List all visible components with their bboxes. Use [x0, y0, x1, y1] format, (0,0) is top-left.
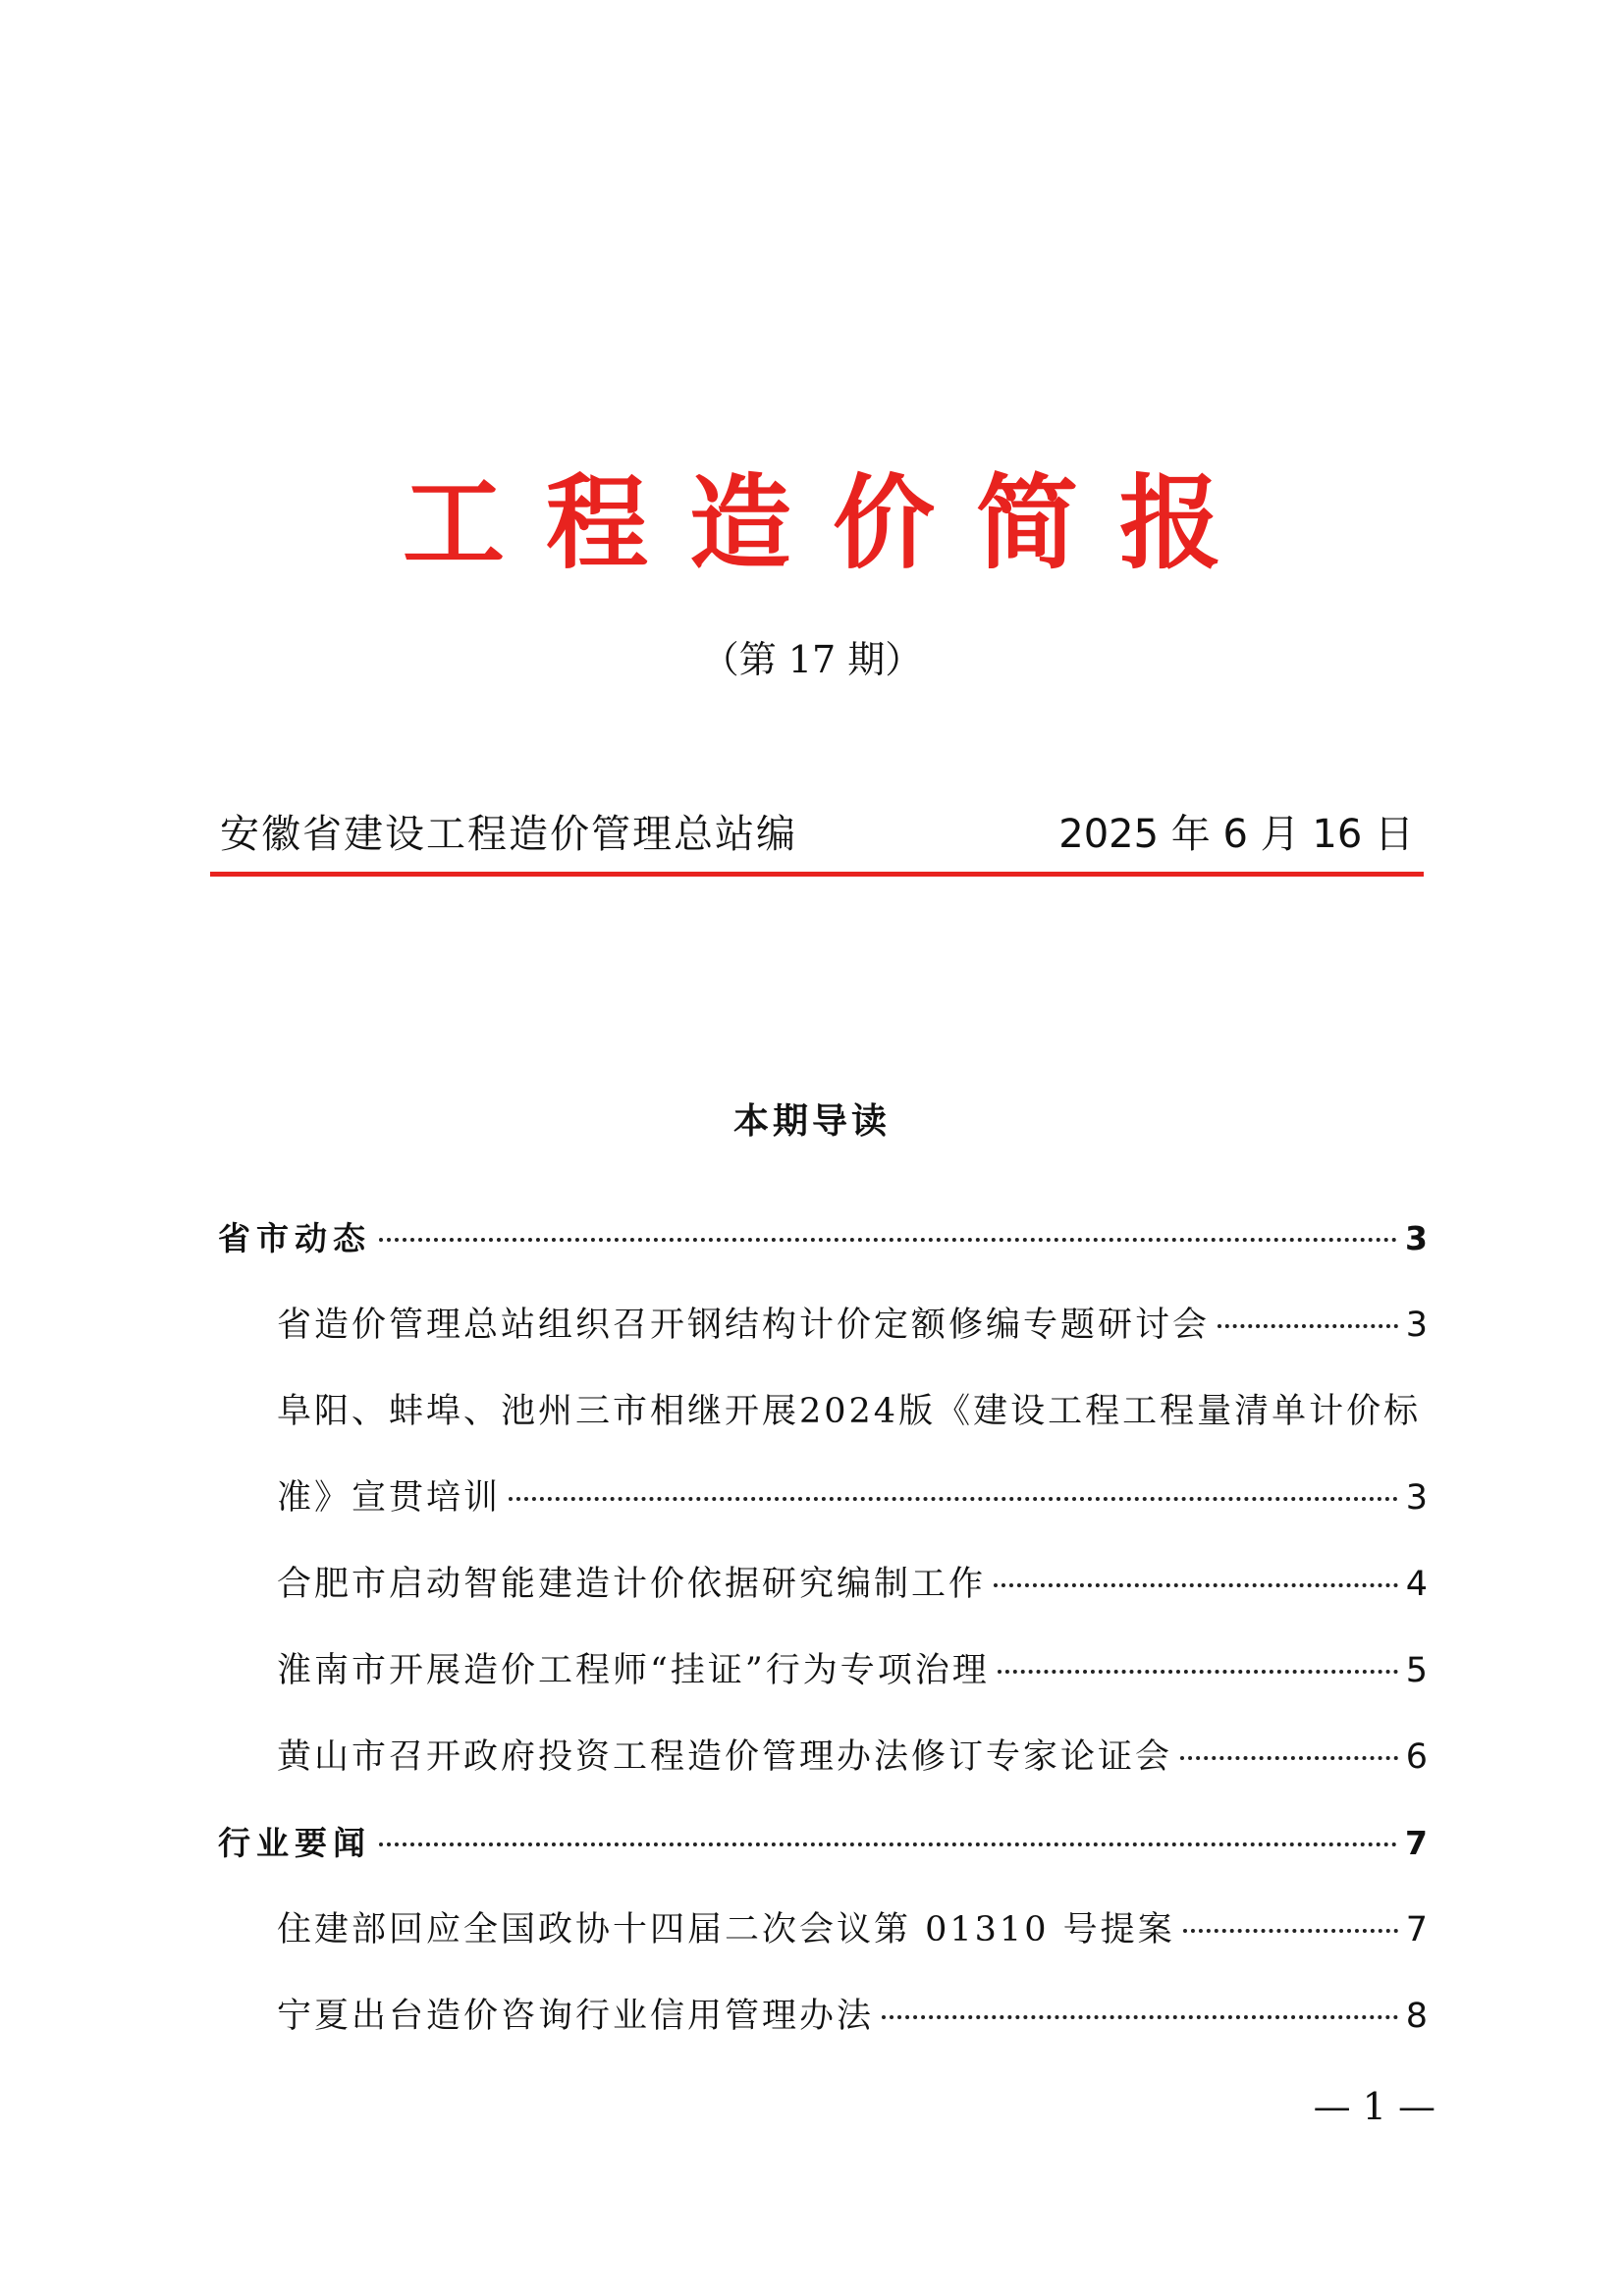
toc-leader-dots: [998, 1670, 1398, 1674]
toc-section-label: 省市动态: [218, 1219, 371, 1257]
toc-page-number: 5: [1405, 1651, 1428, 1690]
toc-section-row[interactable]: [218, 1800, 1428, 1887]
publisher-line: [210, 805, 1424, 864]
issue-number: （第 17 期）: [701, 638, 923, 681]
toc-entry-row[interactable]: [218, 1714, 1428, 1800]
toc-leader-dots: [509, 1497, 1398, 1501]
toc-leader-dots: [379, 1238, 1397, 1242]
toc-entry-row[interactable]: [218, 1368, 1428, 1455]
toc-heading: 本期导读: [732, 1100, 891, 1142]
toc-leader-dots: [1183, 1929, 1398, 1933]
toc-entry-label: 淮南市开展造价工程师“挂证”行为专项治理: [277, 1651, 990, 1690]
toc-entry-label: 省造价管理总站组织召开钢结构计价定额修编专题研讨会: [277, 1306, 1211, 1345]
toc-entry-row[interactable]: [218, 1973, 1428, 2059]
toc-section-row[interactable]: [218, 1196, 1428, 1282]
toc-entry-row[interactable]: [218, 1628, 1428, 1714]
toc-page-number: 8: [1405, 1997, 1428, 2036]
toc-entry-row[interactable]: [218, 1887, 1428, 1973]
toc-page-number: 3: [1405, 1478, 1428, 1518]
toc-entry-label: 阜阳、蚌埠、池州三市相继开展2024版《建设工程工程量清单计价标: [277, 1392, 1422, 1431]
toc-page-number: 4: [1405, 1565, 1428, 1604]
toc-leader-dots: [882, 2015, 1398, 2019]
toc-page-number: 7: [1405, 1910, 1428, 1949]
table-of-contents: [218, 1196, 1428, 2059]
red-divider-rule: [210, 872, 1424, 877]
toc-entry-label: 住建部回应全国政协十四届二次会议第 01310 号提案: [277, 1910, 1175, 1949]
toc-entry-label: 黄山市召开政府投资工程造价管理办法修订专家论证会: [277, 1737, 1173, 1777]
newsletter-masthead-title: 工程造价简报: [402, 462, 1263, 583]
toc-page-number: 3: [1405, 1219, 1428, 1257]
toc-page-number: 3: [1405, 1306, 1428, 1345]
toc-page-number: 6: [1405, 1737, 1428, 1777]
toc-section-label: 行业要闻: [218, 1824, 371, 1862]
editor-name: 安徽省建设工程造价管理总站编: [220, 812, 797, 857]
page-number: — 1 —: [1313, 2085, 1435, 2128]
toc-entry-label: 宁夏出台造价咨询行业信用管理办法: [277, 1997, 875, 2036]
toc-leader-dots: [379, 1842, 1397, 1846]
toc-entry-label: 准》宣贯培训: [277, 1478, 502, 1518]
toc-leader-dots: [1180, 1756, 1398, 1760]
toc-entry-label: 合肥市启动智能建造计价依据研究编制工作: [277, 1565, 987, 1604]
toc-leader-dots: [1218, 1324, 1398, 1328]
toc-entry-row[interactable]: [218, 1541, 1428, 1628]
toc-leader-dots: [994, 1583, 1398, 1587]
toc-page-number: 7: [1405, 1824, 1428, 1862]
toc-entry-row[interactable]: [218, 1282, 1428, 1368]
toc-entry-continuation-row[interactable]: [218, 1455, 1428, 1541]
publish-date: 2025 年 6 月 16 日: [1058, 812, 1414, 857]
